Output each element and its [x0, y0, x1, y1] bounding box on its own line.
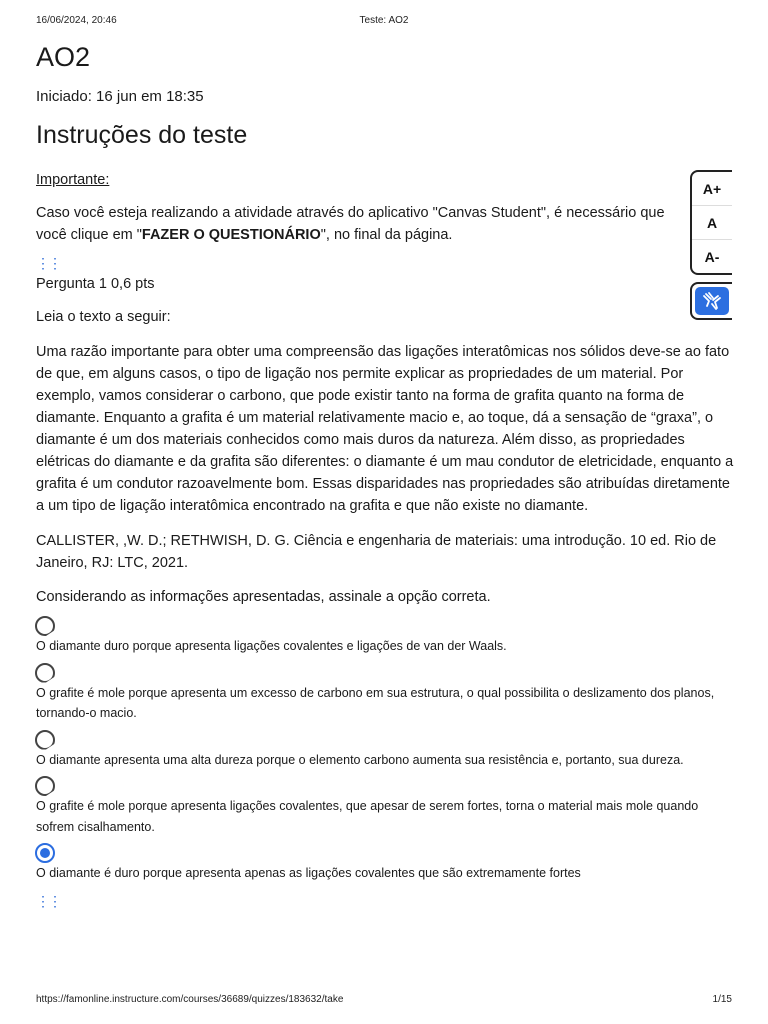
answer-option[interactable]	[36, 616, 736, 657]
answer-list	[36, 616, 736, 884]
answer-option[interactable]	[36, 730, 736, 771]
answer-text: O grafite é mole porque apresenta ligações covalentes, que apesar de serem fortes, torna o material mais mole quando sofrem cisalhamento.	[36, 799, 699, 834]
print-header	[36, 15, 732, 29]
note-bold-action: FAZER O QUESTIONÁRIO	[141, 227, 321, 243]
sign-language-hands-icon	[700, 289, 724, 313]
answer-option[interactable]	[36, 663, 736, 724]
radio-button-selected[interactable]	[35, 843, 55, 863]
question-header: Pergunta 1 0,6 pts	[36, 276, 155, 292]
radio-button[interactable]	[35, 616, 55, 636]
radio-button[interactable]	[35, 730, 55, 750]
quiz-content	[36, 40, 736, 908]
print-url: https://famonline.instructure.com/courses/36689/quizzes/183632/take	[36, 994, 344, 1005]
answer-text: O diamante duro porque apresenta ligações covalentes e ligações de van der Waals.	[36, 639, 507, 653]
accessibility-icon-wrap	[695, 287, 729, 315]
drag-handle-icon[interactable]: ⋮⋮	[36, 892, 60, 909]
note-text-before: Caso você esteja realizando a atividade através do aplicativo "Canvas Student", é necessário que você clique em "	[36, 205, 665, 243]
print-footer	[36, 994, 732, 1008]
radio-button[interactable]	[35, 663, 55, 683]
quiz-title: AO2	[36, 42, 91, 72]
question-passage: Uma razão importante para obter uma compreensão das ligações interatômicas nos sólidos deve-se ao fato de que, em alguns casos, o tipo de ligação nos permite explicar as propriedades de um material. Por exemplo, vamos considerar o carbono, que pode existir tanto na forma de grafita quanto na forma de diamante. Enquanto a grafita é um material relativamente macio e, ao toque, dá a sensação de “graxa”, o diamante é um dos materiais conhecidos como mais duros da natureza. Além disso, as propriedades elétricas do diamante e da grafita são diferentes: o diamante é um mau condutor de eletricidade, enquanto a grafita é um condutor razoavelmente bom. Essas disparidades nas propriedades são atribuídas diretamente a um tipo de ligação interatômica encontrado na grafita e que não existe no diamante.	[36, 344, 734, 514]
answer-text: O diamante apresenta uma alta dureza porque o elemento carbono aumenta sua resistência e, portanto, sua dureza.	[36, 752, 684, 767]
app-note	[36, 202, 696, 246]
print-doc-title: Teste: AO2	[359, 15, 409, 26]
radio-button[interactable]	[35, 776, 55, 796]
answer-option[interactable]	[36, 776, 736, 837]
answer-text: O diamante é duro porque apresenta apenas as ligações covalentes que são extremamente fortes	[36, 866, 581, 880]
accessibility-button[interactable]	[690, 282, 732, 320]
note-text-after: ", no final da página.	[320, 227, 453, 243]
question-prompt: Considerando as informações apresentadas, assinale a opção correta.	[36, 589, 491, 605]
font-decrease-button[interactable]: A-	[704, 248, 720, 265]
instructions-heading: Instruções do teste	[36, 121, 248, 149]
font-increase-button[interactable]: A+	[692, 172, 732, 206]
drag-handle-icon[interactable]: ⋮⋮	[36, 255, 60, 271]
answer-text: O grafite é mole porque apresenta um excesso de carbono em sua estrutura, o qual possibilita o deslizamento dos planos, tornando-o macio.	[36, 685, 715, 720]
question-lead: Leia o texto a seguir:	[36, 309, 171, 325]
print-datetime: 16/06/2024, 20:46	[36, 15, 117, 26]
answer-option-selected[interactable]	[36, 843, 736, 884]
font-size-panel	[690, 170, 732, 275]
question-citation: CALLISTER, ,W. D.; RETHWISH, D. G. Ciência e engenharia de materiais: uma introdução. 10 ed. Rio de Janeiro, RJ: LTC, 2021.	[36, 533, 717, 571]
print-page-number: 1/15	[712, 994, 732, 1005]
important-label: Importante:	[36, 172, 110, 188]
started-timestamp: Iniciado: 16 jun em 18:35	[36, 88, 204, 105]
font-normal-button[interactable]: A	[692, 206, 732, 240]
